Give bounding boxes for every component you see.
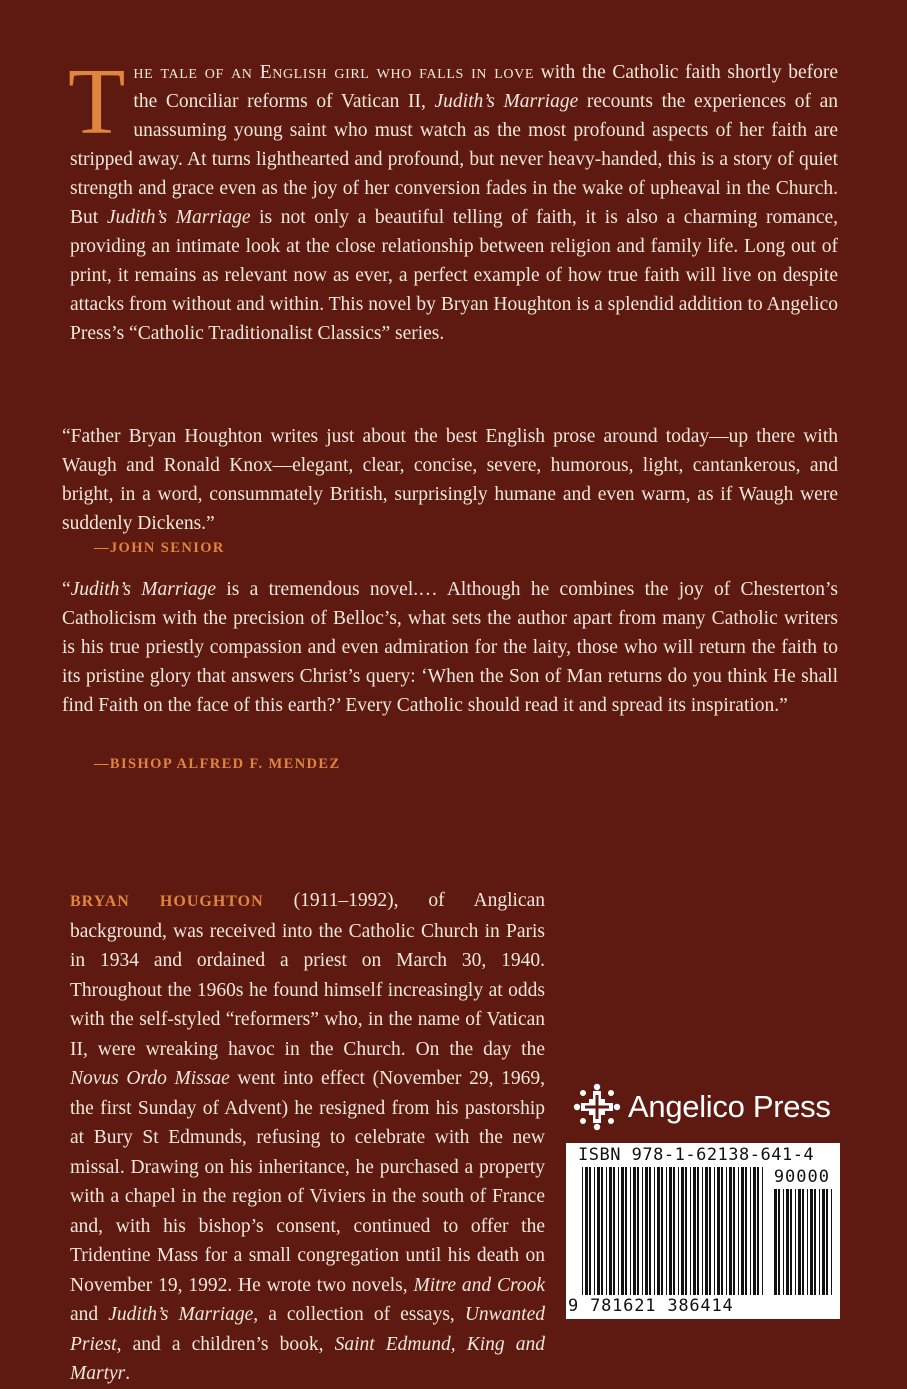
barcode-bar (733, 1167, 735, 1295)
barcode-bar (774, 1189, 777, 1295)
barcode-bar (630, 1167, 631, 1295)
publisher-logo (572, 1079, 840, 1135)
barcode-bar (726, 1167, 727, 1295)
quote-attribution-mendez: —BISHOP ALFRED F. MENDEZ (94, 756, 341, 772)
barcode-bar (606, 1167, 607, 1295)
barcode-bar (589, 1167, 591, 1295)
barcode-bar (642, 1167, 643, 1295)
barcode-bar (778, 1189, 780, 1295)
cross-emblem-icon (572, 1082, 622, 1132)
barcode-bar (790, 1189, 792, 1295)
blurb-text: with the Catholic faith shortly before the Conciliar reforms of Vatican II, (133, 62, 838, 112)
barcode-bar (795, 1189, 796, 1295)
barcode-bar (637, 1167, 639, 1295)
barcode-bars (566, 1143, 840, 1319)
barcode-bar (702, 1167, 703, 1295)
blurb-text: recounts the experiences of an unassuming young saint who must watch as the most profound aspects of her faith are stripped away. At turns lighthearted and profound, but never heavy-handed, this is a story of quiet strength and grace even as the joy of her conversion fades in the wake of upheaval in the Church. But (70, 91, 838, 228)
endorsement-quote-mendez: “Judith’s Marriage is a tremendous novel.… Although he combines the joy of Chesterton’s Catholicism with the precision of Belloc’s, what sets the author apart from many Catholic writers is his true priestly compassion and even admiration for the laity, those who will return the faith to its pristine glory that answers Christ’s query: ‘When the Son of Man returns do you think He shall find Faith on the face of this earth?’ Every Catholic should read it and spread its inspiration.” (62, 579, 838, 716)
barcode-bar (819, 1189, 820, 1295)
barcode-bar (621, 1167, 624, 1295)
barcode-bar (673, 1167, 675, 1295)
barcode-bar (633, 1167, 636, 1295)
barcode-bar (709, 1167, 711, 1295)
barcode-bar (757, 1167, 759, 1295)
isbn-barcode (566, 1143, 840, 1319)
barcode-bar (762, 1167, 763, 1295)
price-addon-label: 90000 (773, 1167, 830, 1187)
endorsement-quote-senior: “Father Bryan Houghton writes just about the best English prose around today—up there with Waugh and Ronald Knox—elegant, clear, concise, severe, humorous, light, cantankerous, and bright, in a word, consummately British, surprisingly humane and even warm, as if Waugh were suddenly Dickens.” (62, 426, 838, 534)
barcode-bar (741, 1167, 744, 1295)
barcode-bar (705, 1167, 708, 1295)
barcode-bar (666, 1167, 667, 1295)
author-bio: BRYAN HOUGHTON (1911–1992), of Anglican background, was received into the Catholic Church in Paris in 1934 and ordained a priest on March 30, 1940. Throughout the 1960s he found himself increasingly at odds with the self-styled “reformers” who, in the name of Vatican II, were wreaking havoc in the Church. On the day the Novus Ordo Missae went into effect (November 29, 1969, the first Sunday of Advent) he resigned from his pastorship at Bury St Edmunds, refusing to celebrate with the new missal. Drawing on his inheritance, he purchased a property with a chapel in the region of Viviers in the south of France and, with his bishop’s consent, continued to offer the Tridentine Mass for a small congregation until his death on November 19, 1992. He wrote two novels, Mitre and Crook and Judith’s Marriage, a collection of essays, Unwanted Priest, and a children’s book, Saint Edmund, King and Martyr. (70, 886, 838, 1389)
barcode-bar (609, 1167, 612, 1295)
barcode-bar (690, 1167, 691, 1295)
barcode-bar (661, 1167, 663, 1295)
barcode-bar (669, 1167, 672, 1295)
barcode-bar (802, 1189, 804, 1295)
barcode-bar (729, 1167, 732, 1295)
barcode-bar (721, 1167, 723, 1295)
barcode-bar (618, 1167, 619, 1295)
barcode-bar (697, 1167, 699, 1295)
book-title: Judith’s Marriage (106, 207, 251, 228)
barcode-bar (750, 1167, 751, 1295)
barcode-bar (807, 1189, 808, 1295)
barcode-bar (693, 1167, 696, 1295)
barcode-bar (714, 1167, 715, 1295)
blurb-text: is not only a beautiful telling of faith, it is also a charming romance, providing an intimate look at the close relationship between religion and family life. Long out of print, it remains as relevant now as ever, a perfect example of how true faith will live on despite attacks from without and within. This novel by Bryan Houghton is a splendid addition to Angelico Press’s “Catholic Traditionalist Classics” series. (70, 207, 839, 344)
barcode-bar (582, 1167, 583, 1295)
barcode-bar (597, 1167, 600, 1295)
barcode-bar (798, 1189, 801, 1295)
description-blurb (68, 50, 839, 348)
barcode-bar (745, 1167, 747, 1295)
barcode-bar (814, 1189, 816, 1295)
author-name: BRYAN HOUGHTON (70, 893, 264, 910)
barcode-bar (645, 1167, 648, 1295)
barcode-bar (625, 1167, 627, 1295)
barcode-bar (783, 1189, 784, 1295)
barcode-bar (601, 1167, 603, 1295)
book-title: Judith’s Marriage (434, 91, 579, 112)
barcode-bar (685, 1167, 687, 1295)
barcode-bar (826, 1189, 828, 1295)
barcode-bar (649, 1167, 651, 1295)
blurb-first-line: he tale of an English girl who falls in love (133, 62, 535, 83)
barcode-bar (585, 1167, 588, 1295)
isbn-label: ISBN 978-1-62138-641-4 (578, 1145, 815, 1165)
barcode-bar (657, 1167, 660, 1295)
barcode-bar (810, 1189, 813, 1295)
barcode-bar (753, 1167, 756, 1295)
barcode-bar (594, 1167, 595, 1295)
book-title: Judith’s Marriage (70, 579, 217, 600)
barcode-bar (786, 1189, 789, 1295)
publisher-name: Angelico Press (628, 1089, 831, 1124)
barcode-bar (822, 1189, 825, 1295)
barcode-bar (678, 1167, 679, 1295)
barcode-bar (681, 1167, 684, 1295)
quote-attribution-senior: —JOHN SENIOR (94, 540, 225, 556)
ean-digits: 9 781621 386414 (568, 1296, 734, 1316)
barcode-bar (831, 1189, 832, 1295)
drop-cap: T (68, 50, 126, 154)
barcode-bar (613, 1167, 615, 1295)
barcode-bar (717, 1167, 720, 1295)
barcode-bar (738, 1167, 739, 1295)
barcode-bar (654, 1167, 655, 1295)
